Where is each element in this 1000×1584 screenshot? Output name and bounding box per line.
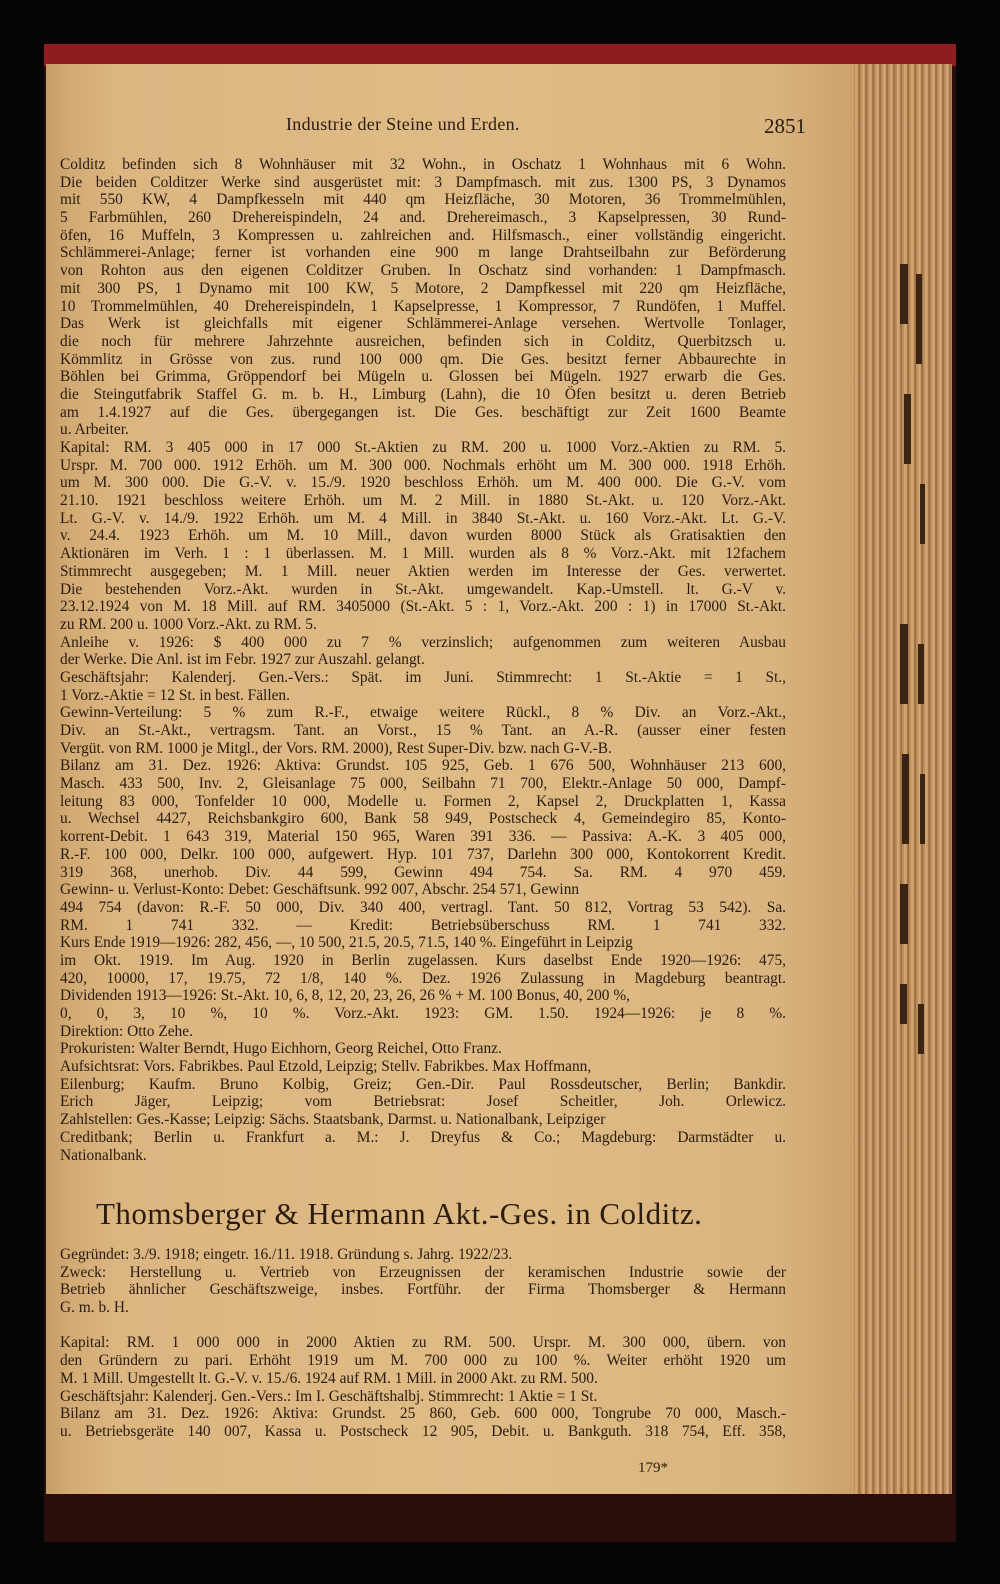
text-line: 23.12.1924 von M. 18 Mill. auf RM. 3405000 (St.-Akt. 5 : 1, Vorz.-Akt. 200 : 1) in 17000 St.-Akt.	[60, 598, 786, 616]
text-line: die noch für mehrere Jahrzehnte ausreichen, befinden sich in Colditz, Querbitzsch u.	[60, 332, 786, 350]
text-line: Vergüt. von RM. 1000 je Mitgl., der Vors. RM. 2000), Rest Super-Div. bzw. nach G-V.-B.	[60, 739, 612, 757]
binding-red-edge	[44, 44, 956, 66]
text-line: Böhlen bei Grimma, Gröppendorf bei Mügeln u. Glossen bei Mügeln. 1927 erwarb die Ges.	[60, 368, 786, 386]
text-line: Gewinn-Verteilung: 5 % zum R.-F., etwaige weitere Rückl., 8 % Div. an Vorz.-Akt.,	[60, 704, 786, 722]
text-line: R.-F. 100 000, Delkr. 100 000, aufgewert. Hyp. 101 737, Darlehn 300 000, Kontokorrent Kredit.	[60, 845, 786, 863]
text-line: Geschäftsjahr: Kalenderj. Gen.-Vers.: Im I. Geschäftshalbj. Stimmrecht: 1 Aktie = 1 St.	[60, 1387, 598, 1405]
text-line: RM. 1 741 332. — Kredit: Betriebsüberschuss RM. 1 741 332.	[60, 916, 786, 934]
text-line: zu RM. 200 u. 1000 Vorz.-Akt. zu RM. 5.	[60, 615, 317, 633]
text-line: Colditz befinden sich 8 Wohnhäuser mit 32 Wohn., in Oschatz 1 Wohnhaus mit 6 Wohn.	[60, 156, 786, 173]
text-line: Prokuristen: Walter Berndt, Hugo Eichhorn, Georg Reichel, Otto Franz.	[60, 1040, 502, 1058]
text-line: Lt. G.-V. v. 14./9. 1922 Erhöh. um M. 4 Mill. in 3840 St.-Akt. u. 160 Vorz.-Akt. Lt. G.-V.	[60, 509, 786, 527]
text-line: Direktion: Otto Zehe.	[60, 1022, 193, 1040]
signature-mark: 179*	[638, 1460, 668, 1476]
text-line: Gewinn- u. Verlust-Konto: Debet: Geschäftsunk. 992 007, Abschr. 254 571, Gewinn	[60, 881, 580, 899]
text-line: Kurs Ende 1919—1926: 282, 456, —, 10 500, 21.5, 20.5, 71.5, 140 %. Eingeführt in Leipzig	[60, 934, 633, 952]
text-line: Nationalbank.	[60, 1146, 147, 1164]
page-edges	[854, 64, 952, 1494]
text-line: Bilanz am 31. Dez. 1926: Aktiva: Grundst. 105 925, Geb. 1 676 500, Wohnhäuser 213 600,	[60, 757, 786, 775]
document-page	[46, 64, 854, 1494]
text-line: Stimmrecht ausgegeben; M. 1 Mill. neuer Aktien werden im Interesse der Ges. verwertet.	[60, 562, 786, 580]
text-line: leitung 83 000, Tonfelder 10 000, Modelle u. Formen 2, Kapsel 2, Druckplatten 1, Kassa	[60, 792, 786, 810]
text-line: Anleihe v. 1926: $ 400 000 zu 7 % verzinslich; aufgenommen zum weiteren Ausbau	[60, 633, 786, 651]
running-head: Industrie der Steine und Erden.	[286, 114, 520, 134]
company-heading: Thomsberger & Hermann Akt.-Ges. in Colditz.	[96, 1196, 703, 1231]
text-line: 21.10. 1921 beschloss weitere Erhöh. um M. 2 Mill. in 1880 St.-Akt. u. 120 Vorz.-Akt.	[60, 492, 786, 510]
text-line: Erich Jäger, Leipzig; vom Betriebsrat: Josef Scheitler, Joh. Orlewicz.	[60, 1093, 786, 1111]
text-line: Urspr. M. 700 000. 1912 Erhöh. um M. 300 000. Nochmals erhöht um M. 300 000. 1918 Erhöh.	[60, 456, 786, 474]
text-line: der Werke. Die Anl. ist im Febr. 1927 zur Auszahl. gelangt.	[60, 651, 425, 669]
text-line: Zweck: Herstellung u. Vertrieb von Erzeugnissen der keramischen Industrie sowie der	[60, 1263, 786, 1281]
text-line: u. Wechsel 4427, Reichsbankgiro 600, Bank 58 949, Postscheck 4, Gemeindegiro 85, Konto-	[60, 810, 786, 828]
text-line: u. Arbeiter.	[60, 421, 129, 439]
text-line: M. 1 Mill. Umgestellt lt. G.-V. v. 15./6. 1924 auf RM. 1 Mill. in 2000 Akt. zu RM. 500.	[60, 1369, 598, 1387]
text-line: Betrieb ähnlicher Geschäftszweige, insbes. Fortführ. der Firma Thomsberger & Hermann	[60, 1281, 786, 1299]
text-line: Zahlstellen: Ges.-Kasse; Leipzig: Sächs. Staatsbank, Darmst. u. Nationalbank, Leipziger	[60, 1111, 606, 1129]
text-line: u. Betriebsgeräte 140 007, Kassa u. Postscheck 12 905, Debit. u. Bankguth. 318 754, Eff. 358,	[60, 1422, 786, 1440]
text-line: Aufsichtsrat: Vors. Fabrikbes. Paul Etzold, Leipzig; Stellv. Fabrikbes. Max Hoffmann,	[60, 1058, 592, 1076]
text-line: öfen, 16 Muffeln, 3 Kompressen u. zahlreichen and. Hilfsmasch., einer vollständig eingericht.	[60, 226, 786, 244]
text-line: Gegründet: 3./9. 1918; eingetr. 16./11. 1918. Gründung s. Jahrg. 1922/23.	[60, 1246, 513, 1263]
text-line: um M. 300 000. Die G.-V. v. 15./9. 1920 beschloss Erhöh. um M. 400 000. Die G.-V. vom	[60, 474, 786, 492]
text-line	[60, 1317, 786, 1335]
text-line: 10 Trommelmühlen, 40 Drehereispindeln, 1 Kapselpresse, 1 Kompressor, 7 Rundöfen, 1 Muffel.	[60, 297, 786, 315]
text-line: Div. an St.-Akt., vertragsm. Tant. an Vorst., 15 % Tant. an A.-R. (ausser einer festen	[60, 722, 786, 739]
text-line: Dividenden 1913—1926: St.-Akt. 10, 6, 8, 12, 20, 23, 26, 26 % + M. 100 Bonus, 40, 200 %,	[60, 987, 631, 1005]
text-line: Das Werk ist gleichfalls mit eigener Schlämmerei-Anlage versehen. Wertvolle Tonlager,	[60, 315, 786, 333]
text-line: 494 754 (davon: R.-F. 50 000, Div. 340 400, vertragl. Tant. 50 812, Vortrag 53 542). Sa.	[60, 898, 786, 916]
page-header	[46, 114, 854, 138]
text-line: Masch. 433 500, Inv. 2, Gleisanlage 75 000, Seilbahn 71 700, Elektr.-Anlage 50 000, Dampf-	[60, 775, 786, 793]
text-line: Kapital: RM. 3 405 000 in 17 000 St.-Aktien zu RM. 200 u. 1000 Vorz.-Aktien zu RM. 5.	[60, 439, 786, 456]
text-line: v. 24.4. 1923 Erhöh. um M. 10 Mill., davon wurden 8000 Stück als Gratisaktien den	[60, 527, 786, 545]
text-line: 1 Vorz.-Aktie = 12 St. in best. Fällen.	[60, 686, 290, 704]
text-line: am 1.4.1927 auf die Ges. übergegangen ist. Die Ges. beschäftigt zur Zeit 1600 Beamte	[60, 403, 786, 421]
company-entry-text-2	[60, 1246, 786, 1441]
text-line: Eilenburg; Kaufm. Bruno Kolbig, Greiz; Gen.-Dir. Paul Rossdeutscher, Berlin; Bankdir.	[60, 1075, 786, 1093]
text-line: Creditbank; Berlin u. Frankfurt a. M.: J. Dreyfus & Co.; Magdeburg: Darmstädter u.	[60, 1128, 786, 1146]
text-line: mit 300 PS, 1 Dynamo mit 100 KW, 5 Motore, 2 Dampfkessel mit 220 qm Heizfläche,	[60, 279, 786, 297]
text-line: 0, 0, 3, 10 %, 10 %. Vorz.-Akt. 1923: GM. 1.50. 1924—1926: je 8 %.	[60, 1005, 786, 1022]
text-line: Bilanz am 31. Dez. 1926: Aktiva: Grundst. 25 860, Geb. 600 000, Tongrube 70 000, Masch.-	[60, 1405, 786, 1423]
page-number: 2851	[764, 114, 806, 138]
text-line: die Steingutfabrik Staffel G. m. b. H., Limburg (Lahn), die 10 Öfen besitzt u. deren Betrieb	[60, 385, 786, 403]
text-line: von Rohton aus den eigenen Colditzer Gruben. In Oschatz sind vorhanden: 1 Dampfmasch.	[60, 262, 786, 280]
text-line: 5 Farbmühlen, 260 Drehereispindeln, 24 and. Drehereimasch., 3 Kapselpressen, 30 Rund-	[60, 209, 786, 227]
text-line: Kapital: RM. 1 000 000 in 2000 Aktien zu RM. 500. Urspr. M. 300 000, übern. von	[60, 1334, 786, 1352]
text-line: mit 550 KW, 4 Dampfkesseln mit 440 qm Heizfläche, 30 Motoren, 36 Trommelmühlen,	[60, 191, 786, 209]
text-line: Geschäftsjahr: Kalenderj. Gen.-Vers.: Spät. im Juni. Stimmrecht: 1 St.-Aktie = 1 St.,	[60, 668, 786, 686]
company-entry-text	[60, 156, 786, 1164]
text-line: 319 368, unerhob. Div. 44 599, Gewinn 494 754. Sa. RM. 4 970 459.	[60, 863, 786, 881]
text-line: im Okt. 1919. Im Aug. 1920 in Berlin zugelassen. Kurs daselbst Ende 1920—1926: 475,	[60, 951, 786, 969]
text-line: Aktionären im Verh. 1 : 1 überlassen. M. 1 Mill. wurden als 8 % Vorz.-Akt. mit 12fachem	[60, 545, 786, 563]
text-line: 420, 10000, 17, 19.75, 72 1/8, 140 %. Dez. 1926 Zulassung in Magdeburg beantragt.	[60, 969, 786, 987]
text-line: den Gründern zu pari. Erhöht 1919 um M. 700 000 zu 100 %. Weiter erhöht 1920 um	[60, 1352, 786, 1370]
text-line: Die bestehenden Vorz.-Akt. wurden in St.-Akt. umgewandelt. Kap.-Umstell. lt. G.-V v.	[60, 580, 786, 598]
text-line: Schlämmerei-Anlage; ferner ist vorhanden eine 900 m lange Drahtseilbahn zur Beförderung	[60, 244, 786, 262]
text-line: G. m. b. H.	[60, 1299, 129, 1317]
text-line: Kömmlitz in Grösse von zus. rund 100 000 qm. Die Ges. besitzt ferner Abbaurechte in	[60, 350, 786, 368]
text-line: Die beiden Colditzer Werke sind ausgerüstet mit: 3 Dampfmasch. mit zus. 1300 PS, 3 Dynamos	[60, 173, 786, 191]
text-line: korrent-Debit. 1 643 319, Material 150 965, Waren 391 336. — Passiva: A.-K. 3 405 000,	[60, 828, 786, 846]
